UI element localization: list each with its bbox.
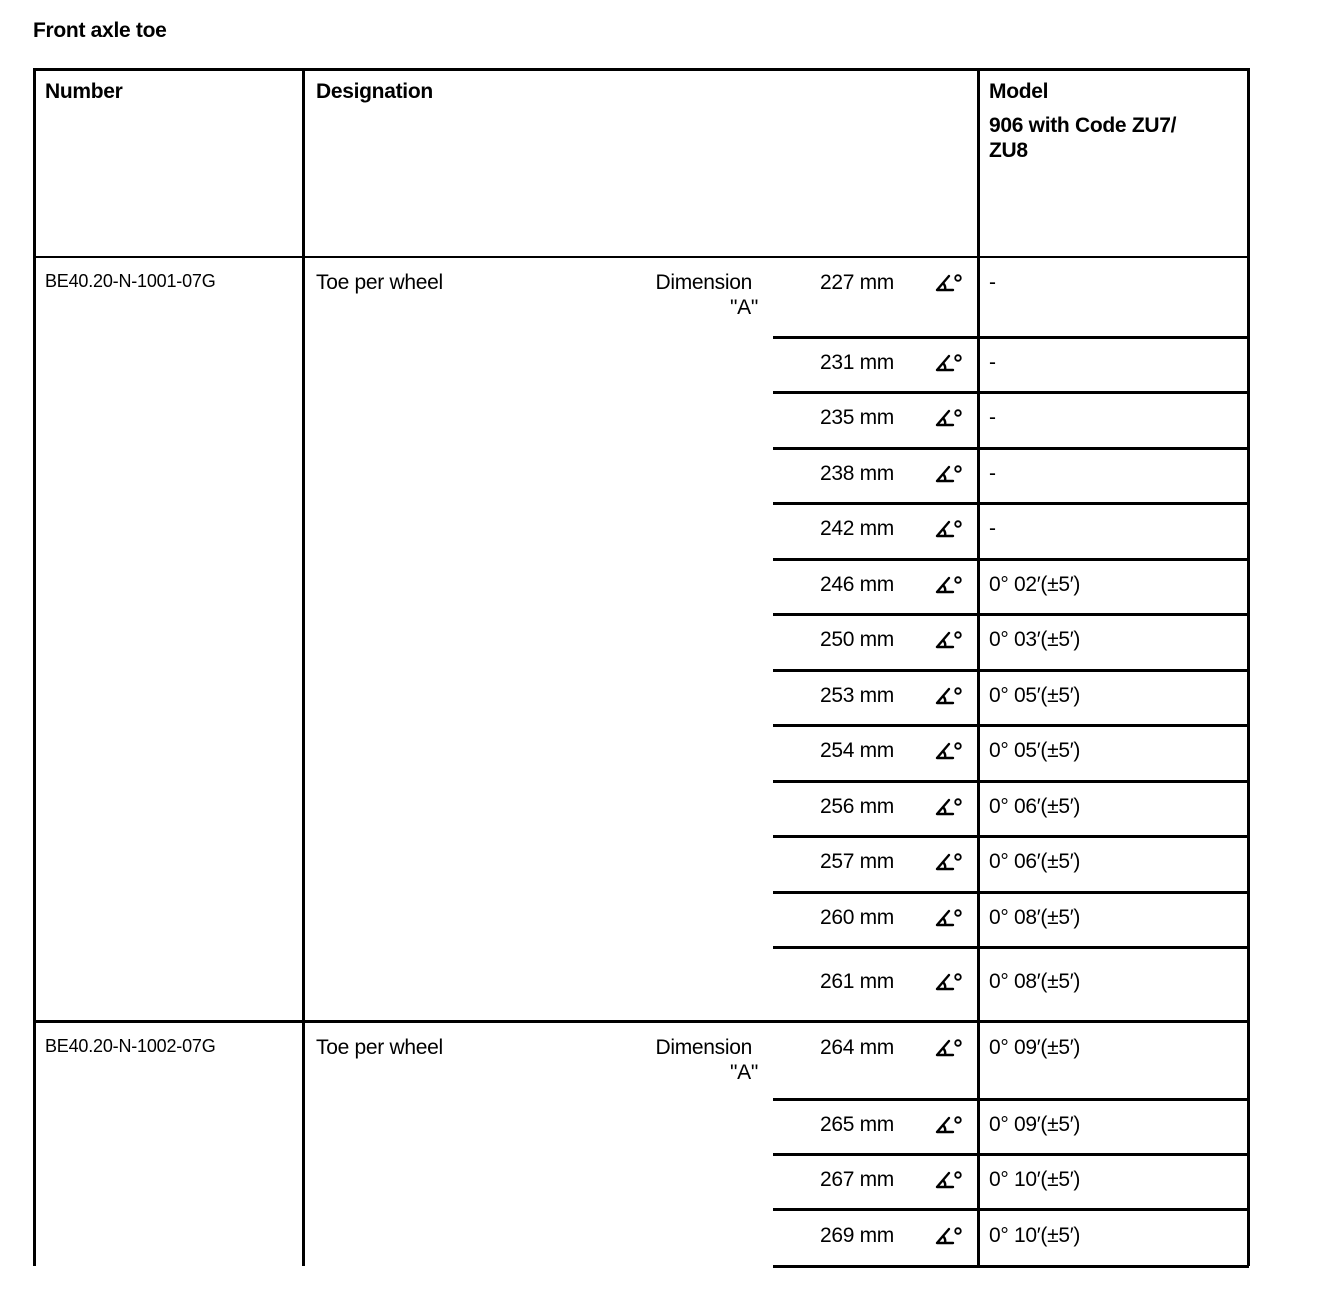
toe-angle-icon: [934, 796, 964, 820]
toe-value: -: [989, 271, 996, 294]
toe-angle-icon: [934, 1114, 964, 1138]
row-divider: [773, 669, 1249, 672]
dimension-value: 227 mm: [819, 271, 894, 294]
dimension-value: 250 mm: [819, 628, 894, 651]
dimension-label-quote: "A": [729, 1061, 758, 1084]
toe-angle-icon: [934, 685, 964, 709]
toe-angle-icon: [934, 574, 964, 598]
toe-value: -: [989, 406, 996, 429]
row-divider: [773, 724, 1249, 727]
toe-value: 0° 08′(±5′): [989, 970, 1081, 993]
toe-value: 0° 02′(±5′): [989, 573, 1081, 596]
table-right-border: [1247, 68, 1250, 1266]
group-number: BE40.20-N-1001-07G: [45, 271, 216, 291]
dimension-value: 260 mm: [819, 906, 894, 929]
row-divider: [773, 502, 1249, 505]
dimension-label: Dimension: [655, 1036, 752, 1059]
group-number: BE40.20-N-1002-07G: [45, 1036, 216, 1056]
toe-angle-icon: [934, 629, 964, 653]
model-column-border: [977, 68, 980, 1266]
row-divider: [773, 946, 1249, 949]
toe-angle-icon: [934, 851, 964, 875]
dimension-label-quote: "A": [729, 296, 758, 319]
table-bottom-border: [773, 1265, 1249, 1268]
header-designation: Designation: [316, 80, 433, 103]
toe-value: 0° 09′(±5′): [989, 1036, 1081, 1059]
toe-value: 0° 06′(±5′): [989, 850, 1081, 873]
toe-angle-icon: [934, 407, 964, 431]
table-top-border: [33, 68, 1249, 71]
toe-angle-icon: [934, 352, 964, 376]
dimension-value: 254 mm: [819, 739, 894, 762]
dimension-value: 264 mm: [819, 1036, 894, 1059]
toe-value: -: [989, 351, 996, 374]
toe-angle-icon: [934, 1225, 964, 1249]
dimension-value: 253 mm: [819, 684, 894, 707]
group-designation: Toe per wheel: [316, 1036, 443, 1059]
dimension-value: 269 mm: [819, 1224, 894, 1247]
dimension-value: 231 mm: [819, 351, 894, 374]
dimension-value: 238 mm: [819, 462, 894, 485]
group-designation: Toe per wheel: [316, 271, 443, 294]
toe-value: 0° 06′(±5′): [989, 795, 1081, 818]
page-title: Front axle toe: [33, 19, 167, 42]
designation-column-border: [302, 68, 305, 1266]
toe-value: 0° 08′(±5′): [989, 906, 1081, 929]
dimension-value: 242 mm: [819, 517, 894, 540]
toe-angle-icon: [934, 740, 964, 764]
row-divider: [773, 1153, 1249, 1156]
header-model: Model: [989, 80, 1049, 103]
dimension-value: 265 mm: [819, 1113, 894, 1136]
dimension-value: 256 mm: [819, 795, 894, 818]
toe-value: 0° 10′(±5′): [989, 1224, 1081, 1247]
toe-angle-icon: [934, 272, 964, 296]
header-number: Number: [45, 80, 123, 103]
toe-value: -: [989, 462, 996, 485]
row-divider: [773, 780, 1249, 783]
row-divider: [773, 336, 1249, 339]
row-divider: [773, 558, 1249, 561]
header-bottom-border: [33, 256, 1249, 258]
toe-value: 0° 05′(±5′): [989, 739, 1081, 762]
row-divider: [773, 891, 1249, 894]
dimension-value: 267 mm: [819, 1168, 894, 1191]
row-divider: [773, 1098, 1249, 1101]
header-model-sub: 906 with Code ZU7/ ZU8: [989, 114, 1177, 162]
toe-angle-icon: [934, 907, 964, 931]
dimension-value: 246 mm: [819, 573, 894, 596]
dimension-value: 261 mm: [819, 970, 894, 993]
dimension-value: 257 mm: [819, 850, 894, 873]
toe-angle-icon: [934, 1169, 964, 1193]
toe-value: 0° 10′(±5′): [989, 1168, 1081, 1191]
row-divider: [773, 447, 1249, 450]
toe-angle-icon: [934, 971, 964, 995]
toe-value: -: [989, 517, 996, 540]
toe-value: 0° 05′(±5′): [989, 684, 1081, 707]
toe-value: 0° 09′(±5′): [989, 1113, 1081, 1136]
row-divider: [773, 1208, 1249, 1211]
row-divider: [773, 835, 1249, 838]
table-left-border: [33, 68, 36, 1266]
toe-angle-icon: [934, 463, 964, 487]
dimension-label: Dimension: [655, 271, 752, 294]
group-separator: [33, 1020, 1249, 1023]
row-divider: [773, 613, 1249, 616]
toe-value: 0° 03′(±5′): [989, 628, 1081, 651]
row-divider: [773, 391, 1249, 394]
toe-angle-icon: [934, 1037, 964, 1061]
dimension-value: 235 mm: [819, 406, 894, 429]
toe-angle-icon: [934, 518, 964, 542]
